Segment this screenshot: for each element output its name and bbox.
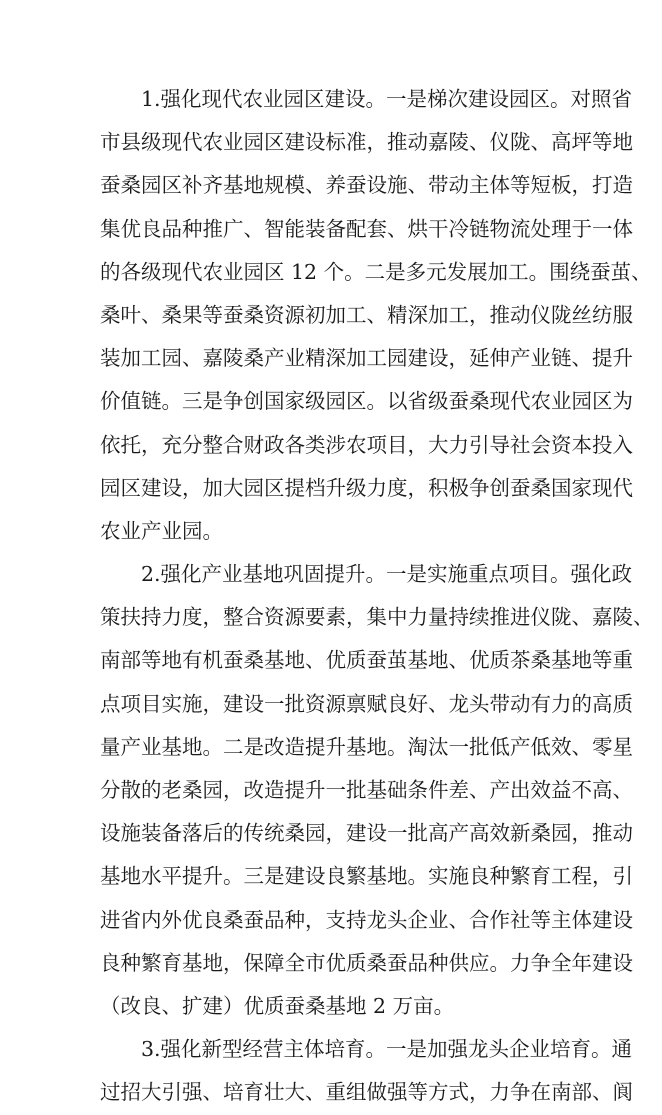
paragraph-line: 市县级现代农业园区建设标准，推动嘉陵、仪陇、高坪等地 [100,130,633,155]
paragraph-3 [100,1028,633,1114]
paragraph-line: 进省内外优良桑蚕品种，支持龙头企业、合作社等主体建设 [100,907,633,932]
paragraph-line: 2.强化产业基地巩固提升。一是实施重点项目。强化政 [141,562,633,587]
paragraph-line: 基地水平提升。三是建设良繁基地。实施良种繁育工程，引 [100,864,633,889]
document-body [100,78,654,1115]
paragraph-line: 园区建设，加大园区提档升级力度，积极争创蚕桑国家现代 [100,475,633,500]
paragraph-line: 集优良品种推广、智能装备配套、烘干冷链物流处理于一体 [100,216,633,241]
paragraph-line: 依托，充分整合财政各类涉农项目，大力引导社会资本投入 [100,432,633,457]
paragraph-1 [100,78,652,553]
paragraph-line: 1.强化现代农业园区建设。一是梯次建设园区。对照省 [141,87,633,111]
paragraph-line: 农业产业园。 [100,518,223,543]
paragraph-line: 分散的老桑园，改造提升一批基础条件差、产出效益不高、 [100,778,633,802]
paragraph-line: 价值链。三是争创国家级园区。以省级蚕桑现代农业园区为 [100,389,633,414]
paragraph-line: 装加工园、嘉陵桑产业精深加工园建设，延伸产业链、提升 [100,346,633,371]
paragraph-line: 的各级现代农业园区 12 个。二是多元发展加工。围绕蚕茧、 [100,259,652,284]
paragraph-line: 量产业基地。二是改造提升基地。淘汰一批低产低效、零星 [100,734,633,759]
paragraph-line: （改良、扩建）优质蚕桑基地 2 万亩。 [100,993,455,1018]
paragraph-line: 设施装备落后的传统桑园，建设一批高产高效新桑园，推动 [100,821,633,846]
paragraph-2 [100,553,654,1028]
paragraph-line: 策扶持力度，整合资源要素，集中力量持续推进仪陇、嘉陵、 [100,605,654,630]
paragraph-line: 南部等地有机蚕桑基地、优质蚕茧基地、优质茶桑基地等重 [100,648,633,673]
paragraph-line: 蚕桑园区补齐基地规模、养蚕设施、带动主体等短板，打造 [100,173,633,198]
paragraph-line: 点项目实施，建设一批资源禀赋良好、龙头带动有力的高质 [100,691,633,716]
paragraph-line: 桑叶、桑果等蚕桑资源初加工、精深加工，推动仪陇丝纺服 [100,302,633,327]
paragraph-line: 良种繁育基地，保障全市优质桑蚕品种供应。力争全年建设 [100,950,633,975]
paragraph-line: 3.强化新型经营主体培育。一是加强龙头企业培育。通 [141,1037,633,1062]
paragraph-line: 过招大引强、培育壮大、重组做强等方式，力争在南部、阆 [100,1080,633,1105]
